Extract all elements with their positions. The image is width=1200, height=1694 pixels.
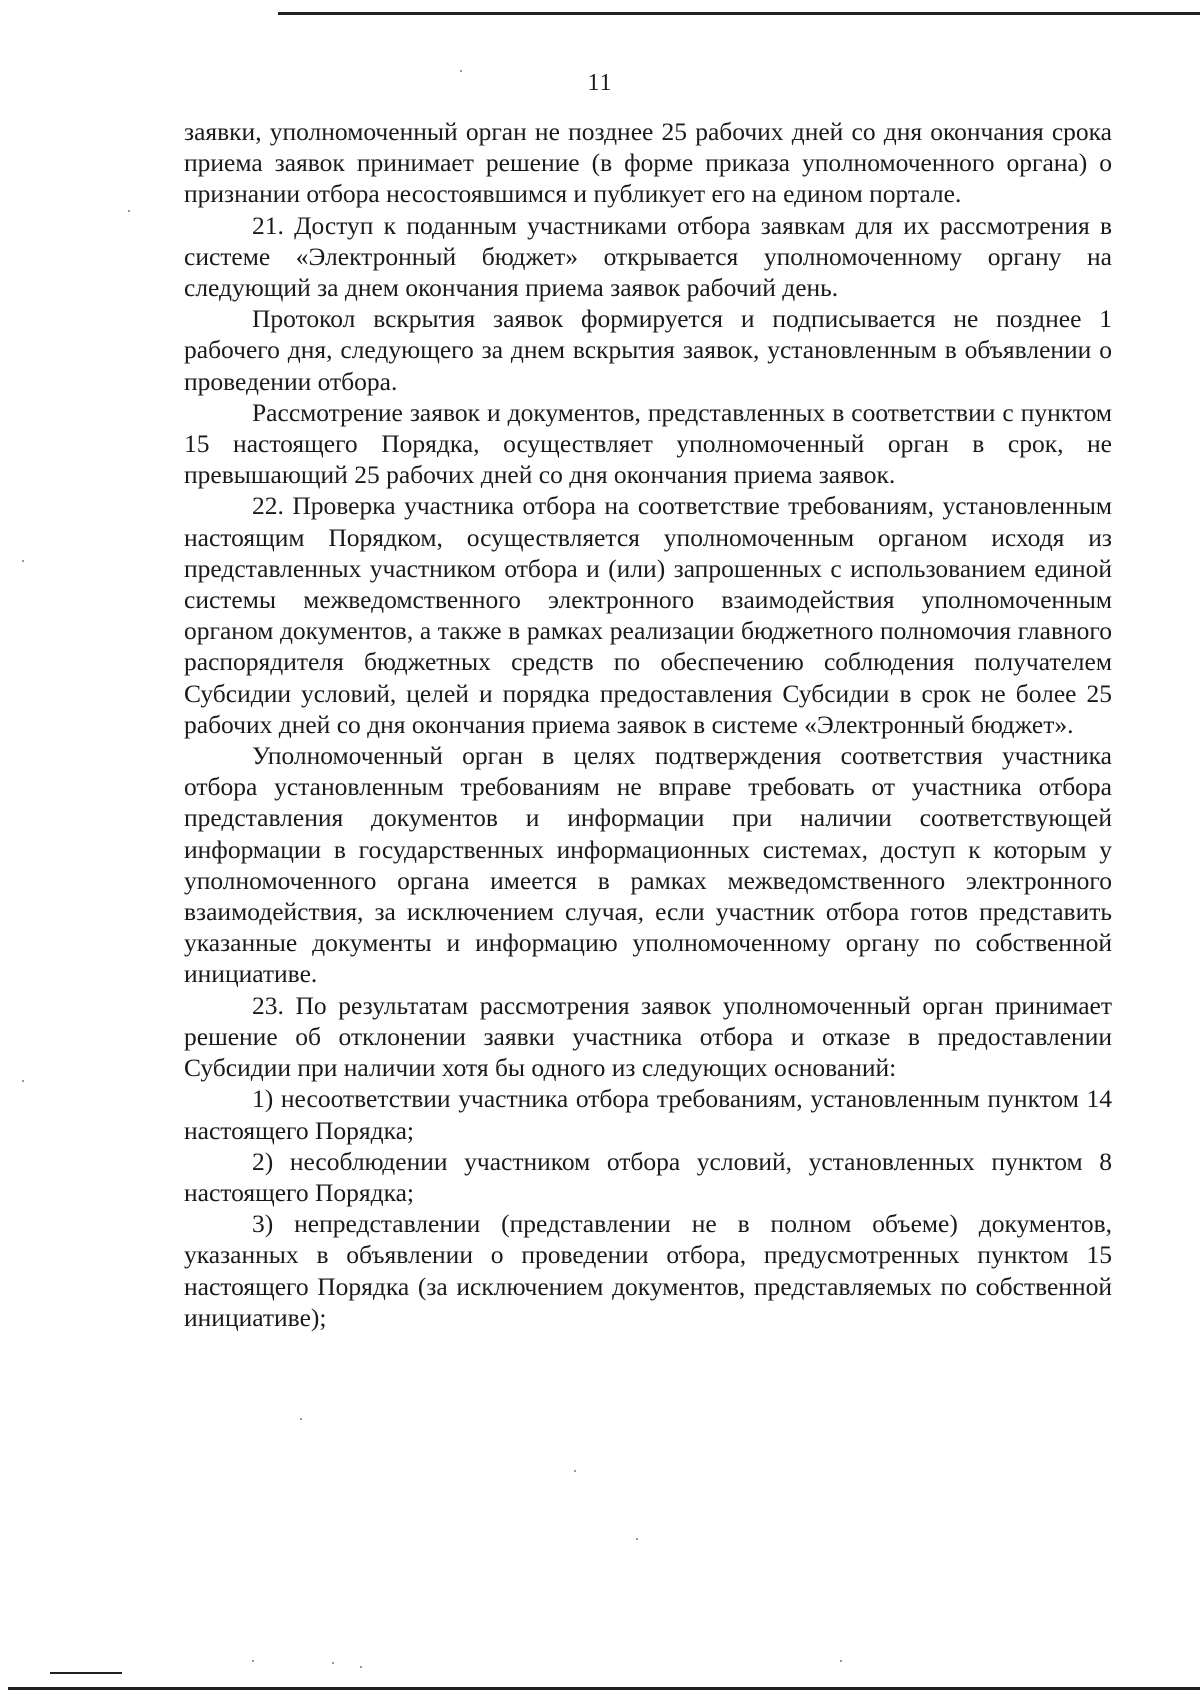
paragraph-authority: Уполномоченный орган в целях подтверждения соответствия участника отбора установленным требованиям не вправе требовать от участника отбора представления документов и информации при наличии соответствующей информации в государственных информационных системах, доступ к которым у уполномоченного органа имеется в рамках межведомственного электронного взаимодействия, за исключением случая, если участник отбора готов представить указанные документы и информацию уполномоченному органу по собственной инициативе. (184, 741, 1112, 989)
paragraph-22: 22. Проверка участника отбора на соответствие требованиям, установленным настоящим Порядком, осуществляется уполномоченным органом исходя из представленных участником отбора и (или) запрошенных с использованием единой системы межведомственного электронного взаимодействия уполномоченным органом документов, а также в рамках реализации бюджетного полномочия главного распорядителя бюджетных средств по обеспечению соблюдения получателем Субсидии условий, целей и порядка предоставления Субсидии в срок не более 25 рабочих дней со дня окончания приема заявок в системе «Электронный бюджет». (184, 491, 1112, 739)
scan-speck (22, 1080, 24, 1082)
scan-border-bottom-short (50, 1672, 122, 1674)
paragraph-23: 23. По результатам рассмотрения заявок уполномоченный орган принимает решение об отклонении заявки участника отбора и отказе в предоставлении Субсидии при наличии хотя бы одного из следующих оснований: (184, 990, 1112, 1083)
scan-speck (574, 1470, 576, 1472)
page-number: 11 (587, 70, 613, 96)
list-item-3: 3) непредставлении (представлении не в полном объеме) документов, указанных в объявлении о проведении отбора, предусмотренных пунктом 15 настоящего Порядка (за исключением документов, представляемых по собственной инициативе); (184, 1209, 1112, 1332)
scan-speck (300, 1418, 302, 1420)
scan-speck (22, 560, 24, 562)
paragraph-protocol: Протокол вскрытия заявок формируется и подписывается не позднее 1 рабочего дня, следующего за днем вскрытия заявок, установленным в объявлении о проведении отбора. (184, 304, 1112, 396)
paragraph-review: Рассмотрение заявок и документов, представленных в соответствии с пунктом 15 настоящего Порядка, осуществляет уполномоченный орган в срок, не превышающий 25 рабочих дней со дня окончания приема заявок. (184, 397, 1112, 490)
list-item-1: 1) несоответствии участника отбора требованиям, установленным пунктом 14 настоящего Порядка; (184, 1084, 1112, 1145)
paragraph-continuation: заявки, уполномоченный орган не позднее 25 рабочих дней со дня окончания срока приема заявок принимает решение (в форме приказа уполномоченного органа) о признании отбора несостоявшимся и публикует его на едином портале. (184, 117, 1112, 209)
scan-speck (252, 1660, 254, 1662)
scan-speck (636, 1538, 638, 1540)
document-body (184, 116, 1112, 1333)
scan-speck (360, 1666, 362, 1668)
scan-speck (840, 1660, 842, 1662)
scan-speck (128, 210, 130, 212)
scan-speck (460, 70, 462, 72)
scan-speck (332, 1662, 334, 1664)
paragraph-21: 21. Доступ к поданным участниками отбора заявкам для их рассмотрения в системе «Электронный бюджет» открывается уполномоченному органу на следующий за днем окончания приема заявок рабочий день. (184, 210, 1112, 303)
list-item-2: 2) несоблюдении участником отбора условий, установленных пунктом 8 настоящего Порядка; (184, 1146, 1112, 1207)
scan-border-top (278, 12, 1200, 15)
scan-border-bottom (8, 1687, 1200, 1690)
